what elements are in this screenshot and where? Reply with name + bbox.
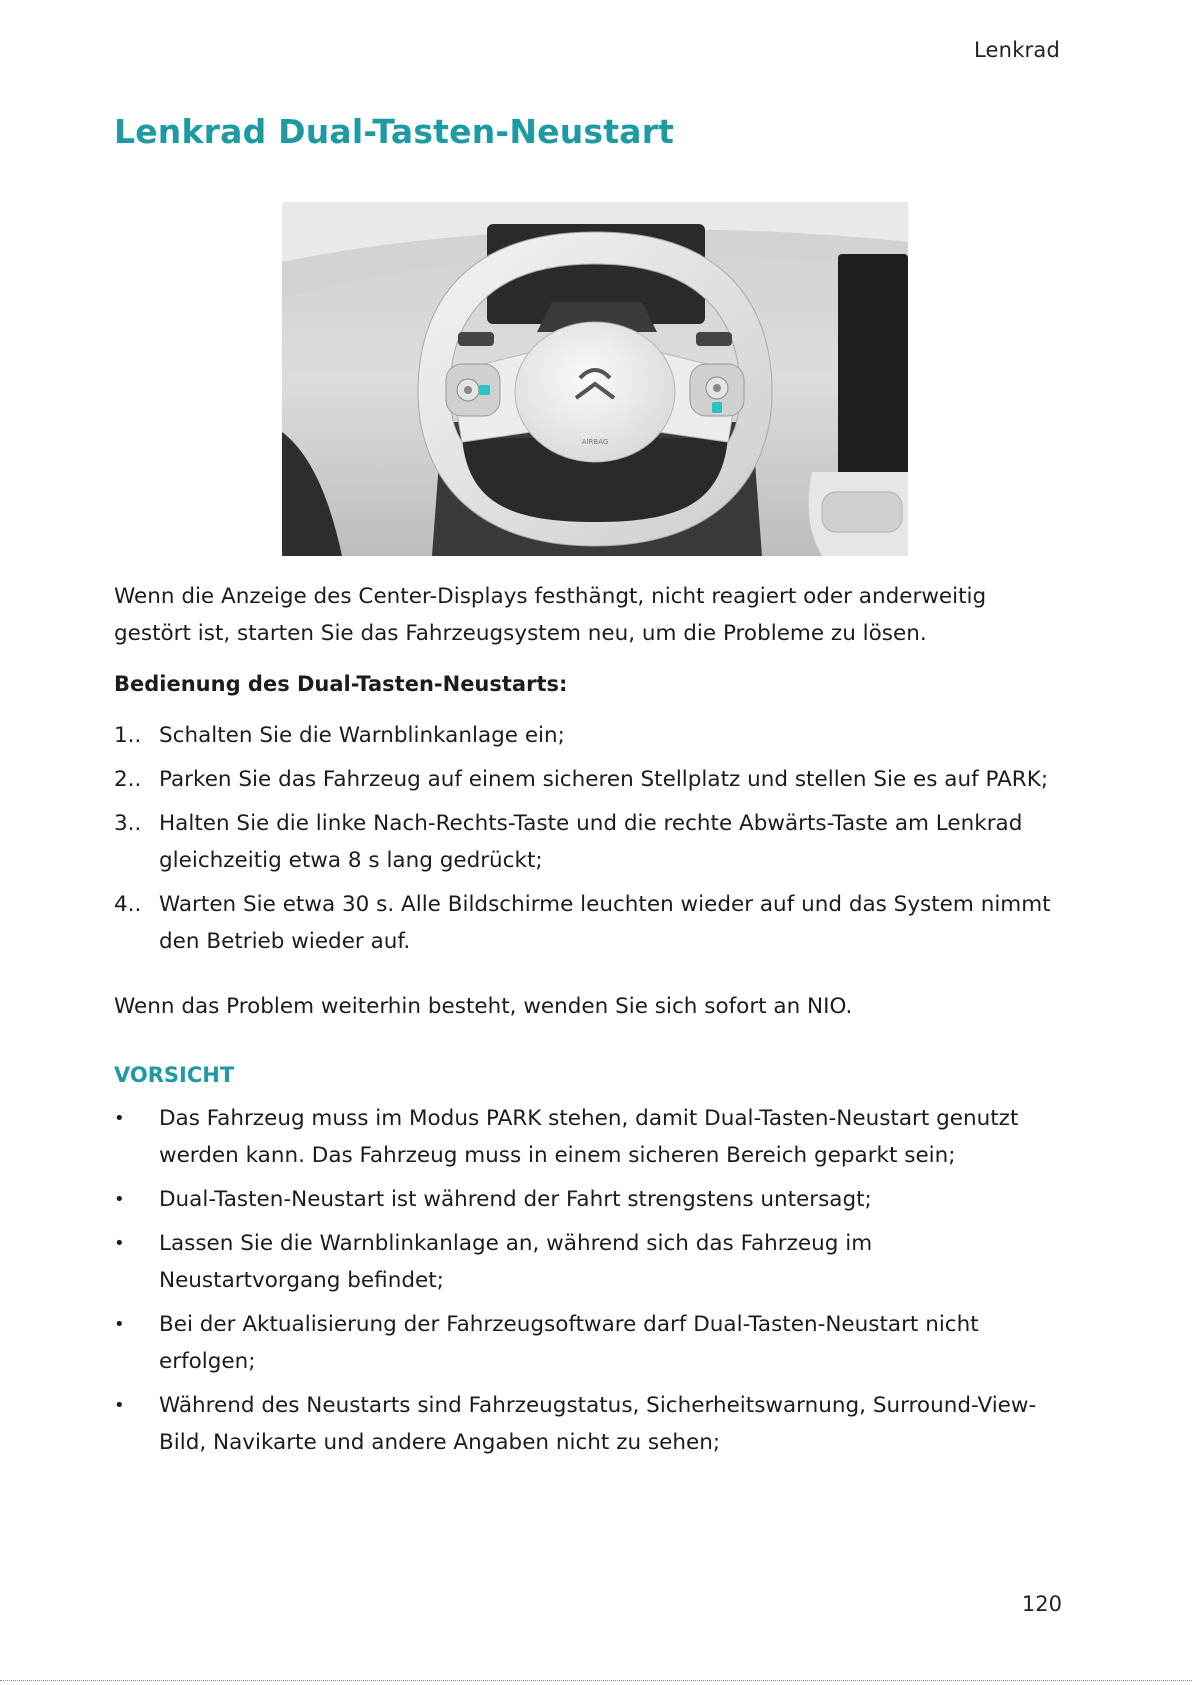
page-title: Lenkrad Dual-Tasten-Neustart: [114, 112, 675, 151]
list-item: [114, 1387, 1060, 1461]
list-item: [114, 805, 1060, 879]
list-item: [114, 1306, 1060, 1380]
caution-list: [114, 1100, 1060, 1461]
caution-text: Während des Neustarts sind Fahrzeugstatus, Sicherheitswarnung, Surround-View-Bild, Navikarte und andere Angaben nicht zu sehen;: [159, 1393, 1037, 1455]
page-number: 120: [1021, 1592, 1062, 1616]
step-text: Schalten Sie die Warnblinkanlage ein;: [159, 723, 565, 748]
page-content: [114, 578, 1060, 1468]
bullet-icon: •: [114, 1395, 125, 1416]
list-item: [114, 761, 1060, 798]
step-number: 1..: [114, 723, 142, 748]
bullet-icon: •: [114, 1314, 125, 1335]
caution-text: Bei der Aktualisierung der Fahrzeugsoftware darf Dual-Tasten-Neustart nicht erfolgen;: [159, 1312, 979, 1374]
list-item: [114, 1181, 1060, 1218]
list-item: [114, 1100, 1060, 1174]
step-text: Halten Sie die linke Nach-Rechts-Taste und die rechte Abwärts-Taste am Lenkrad gleichzeitig etwa 8 s lang gedrückt;: [159, 811, 1023, 873]
bullet-icon: •: [114, 1189, 125, 1210]
problem-note: Wenn das Problem weiterhin besteht, wenden Sie sich sofort an NIO.: [114, 994, 853, 1019]
operation-heading: Bedienung des Dual-Tasten-Neustarts:: [114, 672, 568, 696]
step-number: 3..: [114, 811, 142, 836]
step-number: 2..: [114, 767, 142, 792]
restart-steps-list: [114, 717, 1060, 960]
list-item: [114, 717, 1060, 754]
step-number: 4..: [114, 892, 142, 917]
list-item: [114, 886, 1060, 960]
running-header: Lenkrad: [974, 38, 1060, 62]
list-item: [114, 1225, 1060, 1299]
caution-text: Das Fahrzeug muss im Modus PARK stehen, damit Dual-Tasten-Neustart genutzt werden kann. Das Fahrzeug muss in einem sicheren Bereich geparkt sein;: [159, 1106, 1019, 1168]
page-bottom-divider: [0, 1680, 1192, 1681]
caution-text: Dual-Tasten-Neustart ist während der Fahrt strengstens untersagt;: [159, 1187, 872, 1212]
caution-text: Lassen Sie die Warnblinkanlage an, während sich das Fahrzeug im Neustartvorgang befindet;: [159, 1231, 873, 1293]
step-text: Warten Sie etwa 30 s. Alle Bildschirme leuchten wieder auf und das System nimmt den Betrieb wieder auf.: [159, 892, 1051, 954]
steering-wheel-figure: [282, 202, 908, 556]
step-text: Parken Sie das Fahrzeug auf einem sicheren Stellplatz und stellen Sie es auf PARK;: [159, 767, 1049, 792]
bullet-icon: •: [114, 1233, 125, 1254]
bullet-icon: •: [114, 1108, 125, 1129]
caution-heading: VORSICHT: [114, 1063, 235, 1087]
intro-paragraph: Wenn die Anzeige des Center-Displays festhängt, nicht reagiert oder anderweitig gestört ist, starten Sie das Fahrzeugsystem neu, um die Probleme zu lösen.: [114, 584, 987, 646]
svg-text:AIRBAG: AIRBAG: [581, 438, 609, 446]
